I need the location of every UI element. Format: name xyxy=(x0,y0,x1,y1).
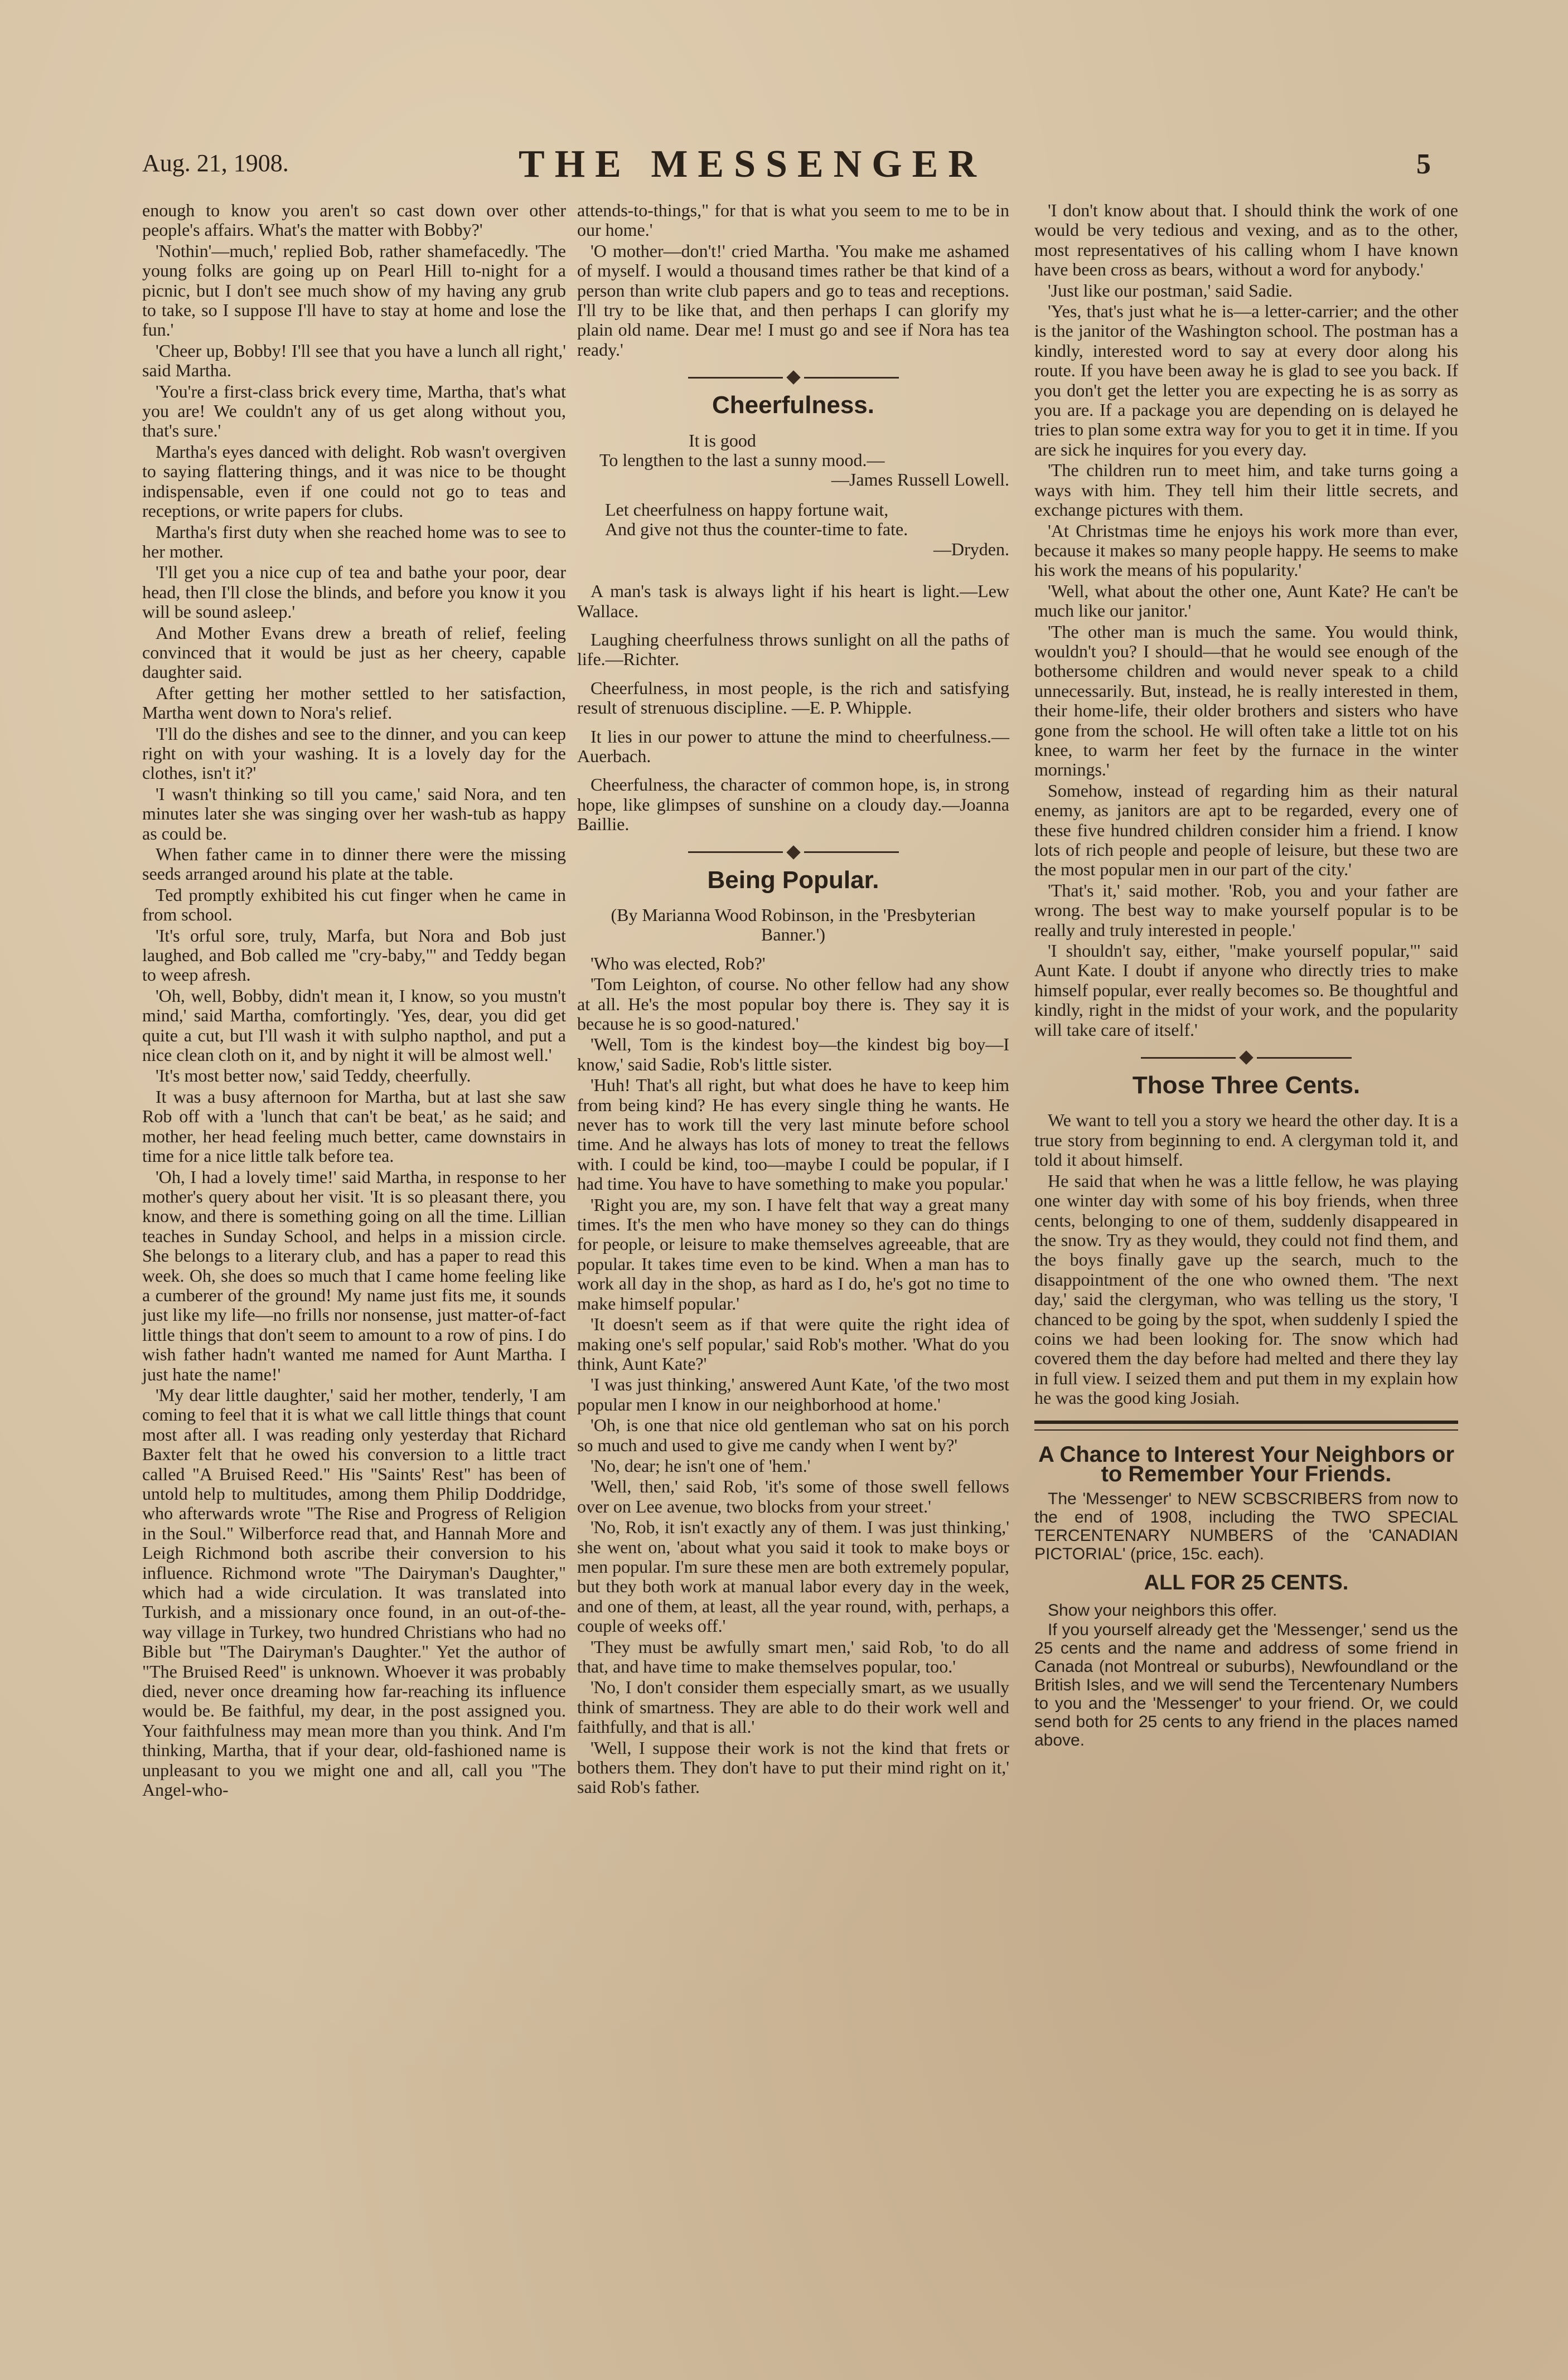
story-paragraph: 'Huh! That's all right, but what does he have to keep him from being kind? He has every single thing he wants. He never has to work till the very last minute before school time. And he always has lots of money to treat the fellows with. I could be kind, too—maybe I could be popular, if I had time. You have to have something to make you popular.' xyxy=(577,1075,1009,1194)
story-paragraph: 'At Christmas time he enjoys his work more than ever, because it makes so many people happy. He seems to make his work the means of his popularity.' xyxy=(1034,520,1458,580)
story-paragraph: Somehow, instead of regarding him as their natural enemy, as janitors are apt to be regarded, every one of these five hundred children consider him a friend. I know lots of rich people and people of leisure, but these two are the most popular men in our part of the city.' xyxy=(1034,780,1458,880)
story-paragraph: 'Well, what about the other one, Aunt Kate? He can't be much like our janitor.' xyxy=(1034,580,1458,621)
story-paragraph: 'Yes, that's just what he is—a letter-carrier; and the other is the janitor of the Washington school. The postman has a kindly, interested word to say at every door along his route. If you have been away he is glad to see you back. If you don't get the letter you are expecting he is as sorry as you are. If a package you are depending on is delayed he tries to plan some extra way for you to get it in time. If you are sick he inquires for you every day. xyxy=(1034,301,1458,459)
story-paragraph: 'O mother—don't!' cried Martha. 'You make me ashamed of myself. I would a thousand times rather be that kind of a person than write club papers and go to teas and receptions. I'll try to be like that, and then perhaps I can glorify my plain old name. Dear me! I must go and see if Nora has tea ready.' xyxy=(577,240,1009,360)
story-paragraph: 'I'll do the dishes and see to the dinner, and you can keep right on with your washing. It is a lovely day for the clothes, isn't it?' xyxy=(142,723,566,783)
story-paragraph: attends-to-things," for that is what you seem to me to be in our home.' xyxy=(577,200,1009,240)
page-header xyxy=(0,142,1568,192)
story-paragraph: enough to know you aren't so cast down over other people's affairs. What's the matter with Bobby?' xyxy=(142,200,566,240)
column-2 xyxy=(577,201,1009,1799)
cheerfulness-heading: Cheerfulness. xyxy=(712,391,874,419)
quote-line: Let cheerfulness on happy fortune wait, xyxy=(605,499,889,520)
story-paragraph: 'You're a first-class brick every time, Martha, that's what you are! We couldn't any of us get along without you, that's sure.' xyxy=(142,381,566,441)
story-paragraph: 'My dear little daughter,' said her mother, tenderly, 'I am coming to feel that it is what we call little things that count most after all. I was reading only yesterday that Richard Baxter felt that he owed his conversion to a little tract called "A Bruised Reed." His "Saints' Rest" has been of untold help to multitudes, among them Philip Doddridge, who afterwards wrote "The Rise and Progress of Religion in the Soul." Wilberforce read that, and Hannah More and Leigh Richmond both ascribe their conversion to his influence. Richmond wrote "The Dairyman's Daughter," which had a wide circulation. It was translated into Turkish, and a missionary once found, in an out-of-the-way village in Turkey, two hundred Christians who had no Bible but "The Dairyman's Daughter." Yet the author of "The Bruised Reed" is unknown. Whoever it was probably died, never once dreaming how far-reaching its influence would be. Be faithful, my dear, in the post assigned you. Your faithfulness may mean more than you think. And I'm thinking, Martha, that if your dear, old-fashioned name is unpleasant to you we might one and all, call you "The Angel-who- xyxy=(142,1384,566,1800)
saying: Laughing cheerfulness throws sunlight on all the paths of life.—Richter. xyxy=(577,629,1009,670)
story-paragraph: After getting her mother settled to her satisfaction, Martha went down to Nora's relief. xyxy=(142,682,566,723)
quote-line: And give not thus the counter-time to fate. xyxy=(605,519,908,540)
poem-quote xyxy=(577,500,1009,559)
story-paragraph: And Mother Evans drew a breath of relief, feeling convinced that it would be just as her cheery, capable daughter said. xyxy=(142,622,566,682)
section-divider xyxy=(577,842,1009,862)
offer-heading: A Chance to Interest Your Neighbors or to Remember Your Friends. xyxy=(1038,1442,1455,1486)
story-paragraph: 'Who was elected, Rob?' xyxy=(591,953,766,973)
story-paragraph: 'Just like our postman,' said Sadie. xyxy=(1048,280,1293,300)
issue-date: Aug. 21, 1908. xyxy=(142,149,289,177)
heavy-rule xyxy=(1034,1421,1458,1431)
story-paragraph: We want to tell you a story we heard the other day. It is a true story from beginning to end. A clergyman told it, and told it about himself. xyxy=(1034,1110,1458,1170)
story-paragraph: 'I'll get you a nice cup of tea and bathe your poor, dear head, then I'll close the blinds, and before you know it you will be sound asleep.' xyxy=(142,562,566,622)
quote-attribution: —Dryden. xyxy=(933,539,1009,559)
story-paragraph: 'It doesn't seem as if that were quite the right idea of making one's self popular,' said Rob's mother. 'What do you think, Aunt Kate?' xyxy=(577,1314,1009,1374)
story-paragraph: 'Right you are, my son. I have felt that way a great many times. It's the men who have money so they can do things for people, or leisure to make themselves agreeable, that are popular. It takes time even to be kind. When a man has to work all day in the shop, as hard as I do, he's got no time to make himself popular.' xyxy=(577,1194,1009,1313)
poem-quote xyxy=(577,431,1009,490)
section-divider xyxy=(577,367,1009,387)
story-paragraph: 'I shouldn't say, either, "make yourself popular,"' said Aunt Kate. I doubt if anyone who directly tries to make himself popular, ever really becomes so. Be thoughtful and kindly, right in the midst of your work, and the popularity will take care of itself.' xyxy=(1034,941,1458,1040)
saying: It lies in our power to attune the mind to cheerfulness.—Auerbach. xyxy=(577,726,1009,766)
quote-line: To lengthen to the last a sunny mood.— xyxy=(599,450,885,471)
offer-paragraph: If you yourself already get the 'Messenger,' send us the 25 cents and the name and address of some friend in Canada (not Montreal or suburbs), Newfoundland or the British Isles, and we will send the Tercentenary Numbers to you and the 'Messenger' to your friend. Or, we could send both for 25 cents to any friend in the places named above. xyxy=(1034,1620,1458,1749)
offer-price: ALL FOR 25 CENTS. xyxy=(1144,1571,1349,1595)
story-paragraph: 'That's it,' said mother. 'Rob, you and your father are wrong. The best way to make yourself popular is to be really and truly interested in people.' xyxy=(1034,880,1458,940)
saying: Cheerfulness, in most people, is the rich and satisfying result of strenuous discipline. —E. P. Whipple. xyxy=(577,677,1009,718)
being-popular-heading: Being Popular. xyxy=(707,866,879,894)
story-paragraph: 'They must be awfully smart men,' said Rob, 'to do all that, and have time to make themselves popular, too.' xyxy=(577,1636,1009,1676)
byline: (By Marianna Wood Robinson, in the 'Presbyterian Banner.') xyxy=(611,904,976,945)
story-paragraph: 'Cheer up, Bobby! I'll see that you have a lunch all right,' said Martha. xyxy=(142,340,566,381)
saying: Cheerfulness, the character of common hope, is, in strong hope, like glimpses of sunshine on a cloudy day.—Joanna Baillie. xyxy=(577,774,1009,835)
story-paragraph: He said that when he was a little fellow, he was playing one winter day with some of his boy friends, when three cents, belonging to one of them, suddenly disappeared in the snow. Try as they would, they could not find them, and the boys finally gave up the search, much to the disappointment of the one who owned them. 'The next day,' said the clergyman, who was telling us the story, 'I chanced to be going by the spot, when suddenly I spied the coins we had been looking for. The snow which had covered them the day before had melted and there they lay in full view. I seized them and put them in my explain how he was the good king Josiah. xyxy=(1034,1170,1458,1408)
quote-attribution: —James Russell Lowell. xyxy=(831,469,1009,490)
story-paragraph: 'Oh, I had a lovely time!' said Martha, in response to her mother's query about her visit. 'It is so pleasant there, you know, and there is something going on all the time. Lillian teaches in Sunday School, and helps in a mission circle. She belongs to a literary club, and has a paper to read this week. Oh, she does so much that I came home feeling like a cumberer of the ground! My name just fits me, it sounds just like my life—no frills nor nonsense, just matter-of-fact little things that don't seem to amount to a row of pins. I do wish father hadn't wanted me named for Aunt Martha. I just hate the name!' xyxy=(142,1166,566,1384)
story-paragraph: 'No, Rob, it isn't exactly any of them. I was just thinking,' she went on, 'about what you said it took to make boys or men popular. I'm sure these men are both extremely popular, but they both work at manual labor every day in the week, and one of them, at least, all the year round, with, perhaps, a couple of weeks off.' xyxy=(577,1517,1009,1636)
masthead-title: THE MESSENGER xyxy=(519,143,986,186)
story-paragraph: 'I was just thinking,' answered Aunt Kate, 'of the two most popular men I know in our neighborhood at home.' xyxy=(577,1374,1009,1414)
column-1 xyxy=(142,201,566,1801)
story-paragraph: Martha's first duty when she reached home was to see to her mother. xyxy=(142,521,566,561)
section-divider xyxy=(1034,1048,1458,1068)
story-paragraph: 'Tom Leighton, of course. No other fellow had any show at all. He's the most popular boy there is. They say it is because he is so good-natured.' xyxy=(577,974,1009,1034)
story-paragraph: Ted promptly exhibited his cut finger when he came in from school. xyxy=(142,884,566,925)
saying: A man's task is always light if his heart is light.—Lew Wallace. xyxy=(577,581,1009,621)
subscription-offer xyxy=(1034,1442,1458,1749)
three-cents-heading: Those Three Cents. xyxy=(1132,1072,1361,1099)
story-paragraph: 'No, I don't consider them especially smart, as we usually think of smartness. They are able to do their work well and faithfully, and that is all.' xyxy=(577,1677,1009,1737)
story-paragraph: 'The children run to meet him, and take turns going a ways with him. They tell him their little secrets, and exchange pictures with them. xyxy=(1034,460,1458,520)
story-paragraph: 'Nothin'—much,' replied Bob, rather shamefacedly. 'The young folks are going up on Pearl Hill to-night for a picnic, but I don't see much show of my having any grub to take, so I suppose I'll have to stay at home and lose the fun.' xyxy=(142,240,566,340)
story-paragraph: 'Well, then,' said Rob, 'it's some of those swell fellows over on Lee avenue, two blocks from your street.' xyxy=(577,1476,1009,1516)
story-paragraph: 'I wasn't thinking so till you came,' said Nora, and ten minutes later she was singing over her wash-tub as happy as could be. xyxy=(142,783,566,844)
offer-paragraph: Show your neighbors this offer. xyxy=(1048,1601,1277,1620)
story-paragraph: 'No, dear; he isn't one of 'hem.' xyxy=(591,1455,811,1476)
offer-body: The 'Messenger' to NEW SCBSCRIBERS from now to the end of 1908, including the TWO SPECIAL TERCENTENARY NUMBERS of the 'CANADIAN PICTORIAL' (price, 15c. each). xyxy=(1034,1490,1458,1564)
quote-line: It is good xyxy=(689,430,756,450)
story-paragraph: 'I don't know about that. I should think the work of one would be very tedious and vexing, and as to the other, most representatives of his calling whom I have known have been cross as bears, without a word for anybody.' xyxy=(1034,200,1458,280)
story-paragraph: 'Well, I suppose their work is not the kind that frets or bothers them. They don't have to put their mind right on it,' said Rob's father. xyxy=(577,1737,1009,1797)
story-paragraph: 'Oh, well, Bobby, didn't mean it, I know, so you mustn't mind,' said Martha, comfortingly. 'Yes, dear, you did get quite a cut, but I'll wash it with sulpho napthol, and put a nice clean cloth on it, and by night it will be almost well.' xyxy=(142,985,566,1065)
story-paragraph: 'It's most better now,' said Teddy, cheerfully. xyxy=(156,1065,471,1086)
column-3 xyxy=(1034,201,1458,1751)
story-paragraph: 'The other man is much the same. You would think, wouldn't you? I should—that he would see enough of the bothersome children and would never speak to a child unnecessarily. But, instead, he is really interested in them, their home-life, their older brothers and sisters who have gone from the school. He will often take a little tot on his knee, to warm her feet by the furnace in the winter mornings.' xyxy=(1034,621,1458,780)
story-paragraph: 'Oh, is one that nice old gentleman who sat on his porch so much and used to give me candy when I went by?' xyxy=(577,1415,1009,1455)
story-paragraph: 'It's orful sore, truly, Marfa, but Nora and Bob just laughed, and Bob called me "cry-baby,"' and Teddy began to weep afresh. xyxy=(142,925,566,985)
page-number: 5 xyxy=(1416,148,1431,180)
story-paragraph: 'Well, Tom is the kindest boy—the kindest big boy—I know,' said Sadie, Rob's little sister. xyxy=(577,1034,1009,1074)
story-paragraph: Martha's eyes danced with delight. Rob wasn't overgiven to saying flattering things, and it was nice to be thought indispensable, even if one could not go to teas and receptions, or write papers for clubs. xyxy=(142,441,566,521)
story-paragraph: It was a busy afternoon for Martha, but at last she saw Rob off with a 'lunch that can't be beat,' as he said; and mother, her head feeling much better, came downstairs in time for a nice little talk before tea. xyxy=(142,1086,566,1166)
story-paragraph: When father came in to dinner there were the missing seeds arranged around his plate at the table. xyxy=(142,844,566,884)
